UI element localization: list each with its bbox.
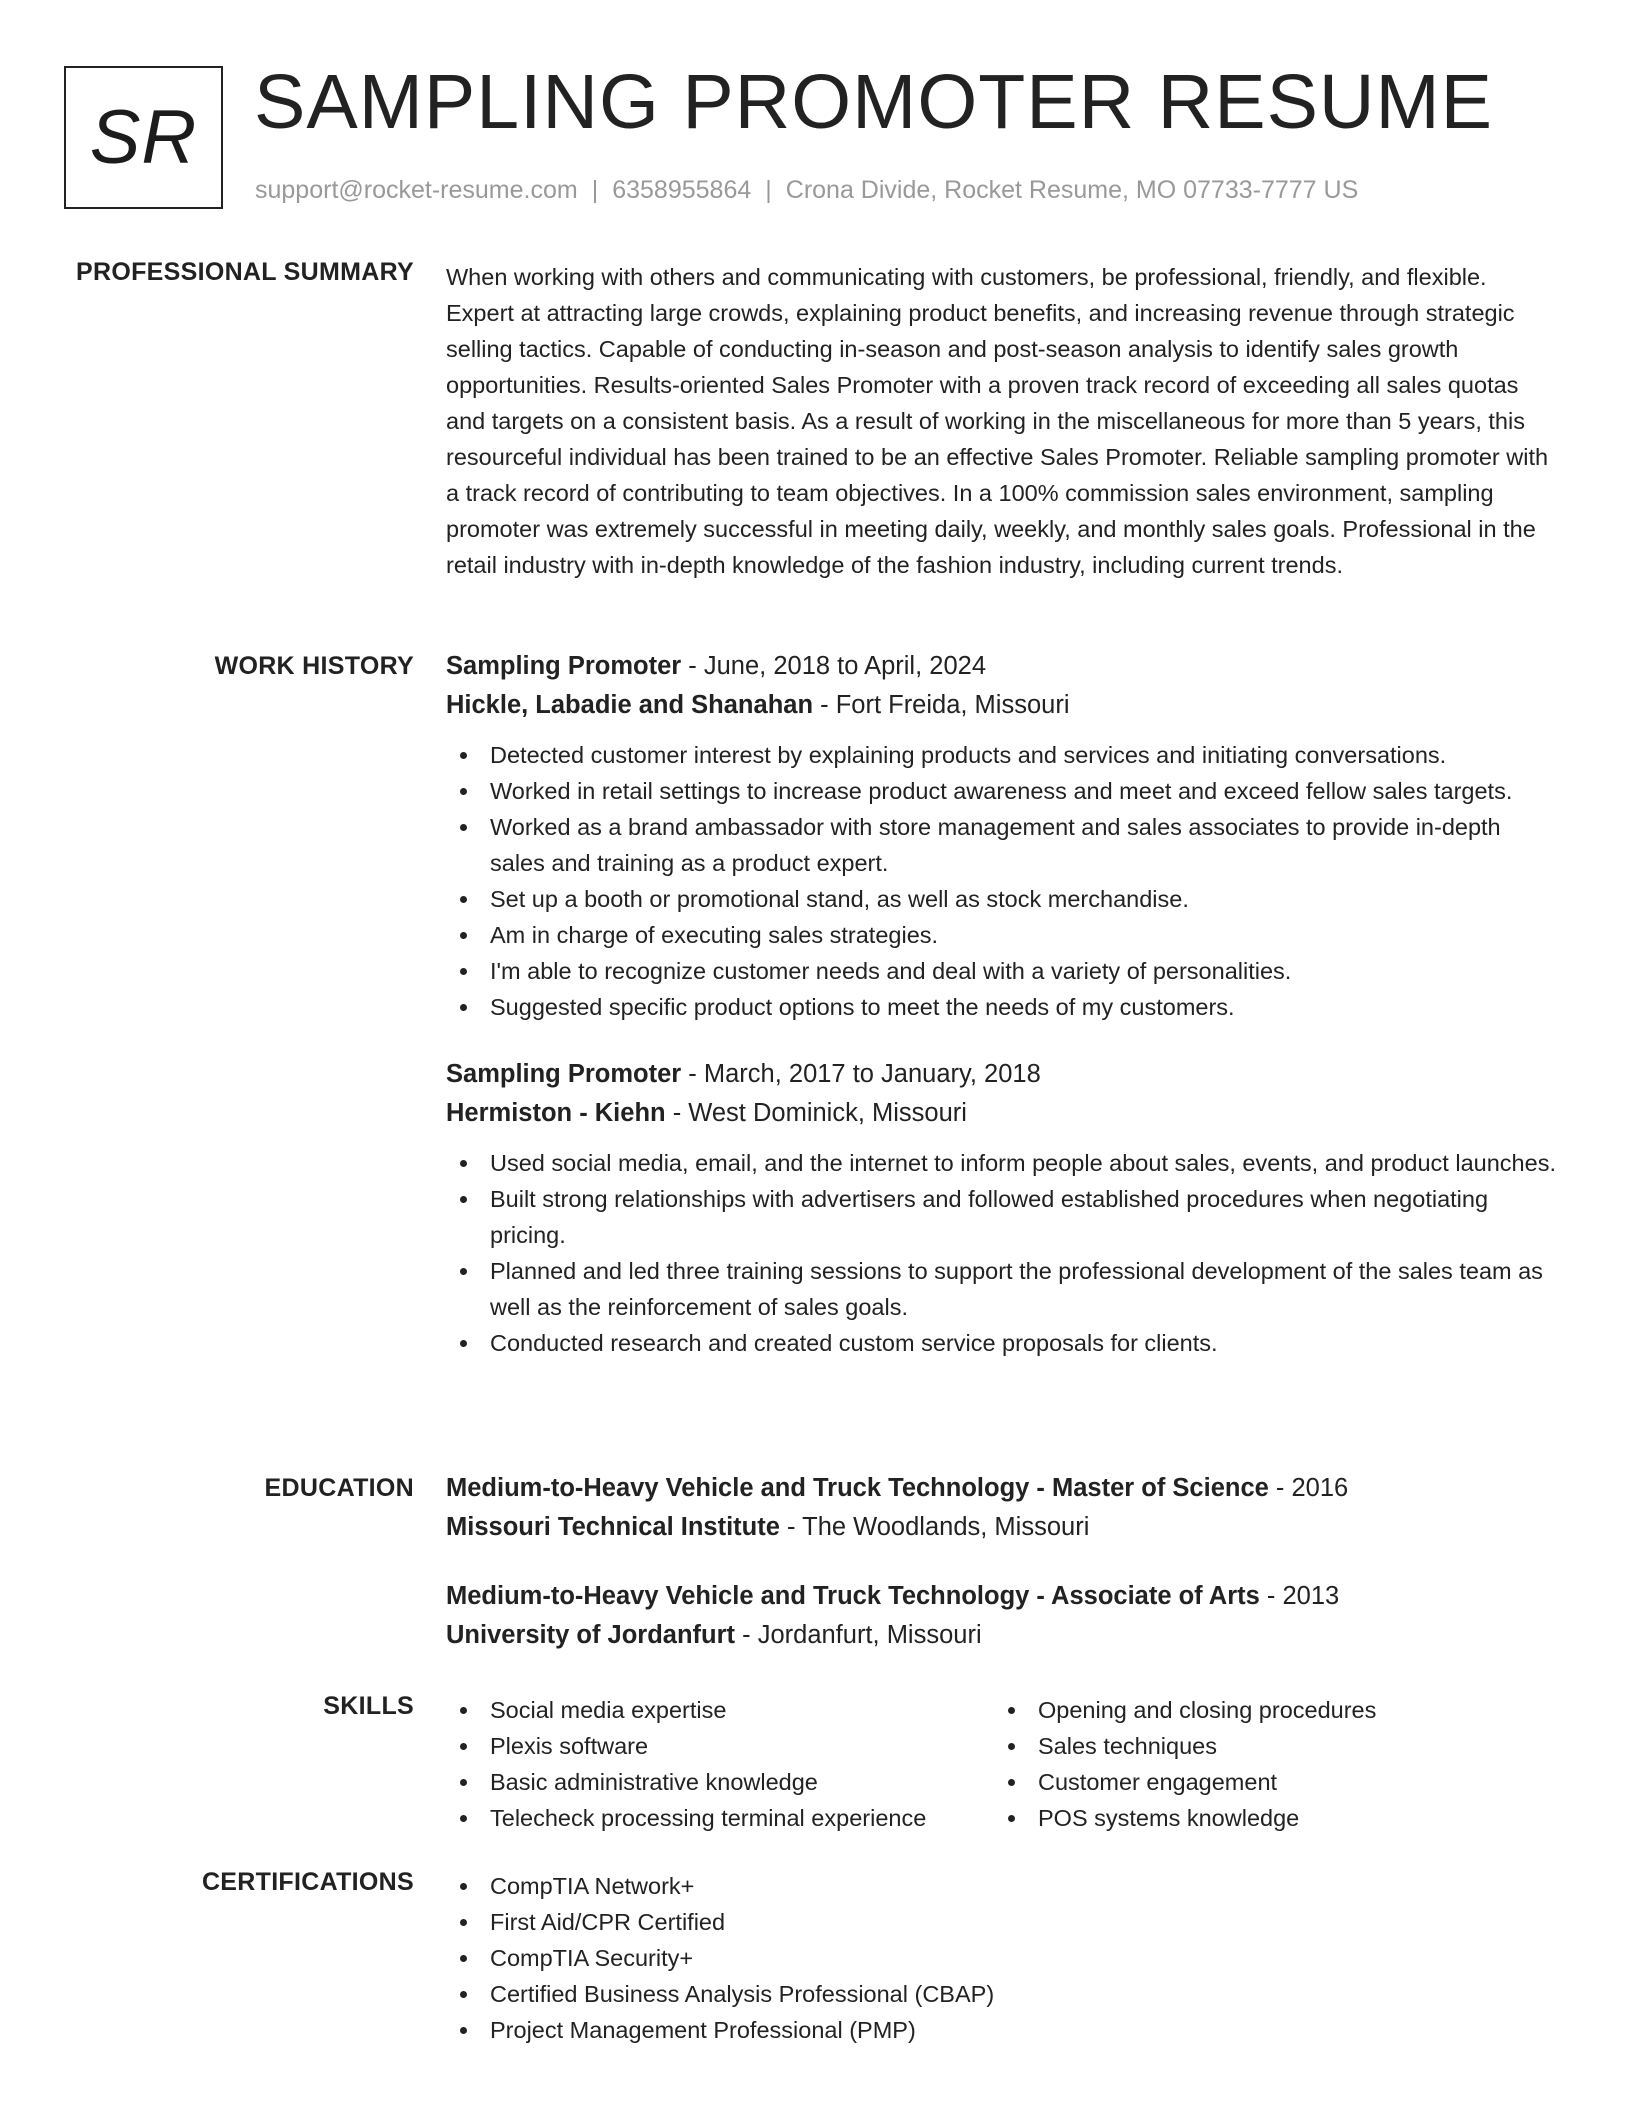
job-entry [446,1055,1556,1361]
work-history-body [446,647,1556,1391]
degree-year: - 2016 [1268,1474,1349,1502]
contact-address: Crona Divide, Rocket Resume, MO 07733-7777 US [785,176,1359,204]
section-heading-certifications: CERTIFICATIONS [201,1868,414,1896]
education-entry [446,1469,1556,1547]
skill-item: Telecheck processing terminal experience [446,1800,994,1836]
skill-item: Customer engagement [994,1764,1542,1800]
degree: Medium-to-Heavy Vehicle and Truck Technology - Associate of Arts [446,1582,1260,1610]
job-bullet: Planned and led three training sessions to support the professional development of the sales team as well as the reinforcement of sales goals. [446,1253,1556,1325]
skills-list [446,1692,994,1836]
job-bullet: Am in charge of executing sales strategies. [446,917,1556,953]
degree-line [446,1577,1556,1616]
job-location: - West Dominick, Missouri [665,1099,967,1127]
job-bullet: Suggested specific product options to meet the needs of my customers. [446,989,1556,1025]
section-heading-summary: PROFESSIONAL SUMMARY [76,258,414,286]
monogram-badge: SR [64,66,223,209]
contact-separator: | [765,176,772,204]
job-bullets [446,1145,1556,1361]
degree-line [446,1469,1556,1508]
school-location: - The Woodlands, Missouri [779,1513,1090,1541]
skills-body [446,1692,1556,1836]
section-heading-skills: SKILLS [323,1692,414,1720]
skill-item: Plexis software [446,1728,994,1764]
job-bullet: I'm able to recognize customer needs and deal with a variety of personalities. [446,953,1556,989]
resume-title: SAMPLING PROMOTER RESUME [254,59,1494,145]
job-dates: - March, 2017 to January, 2018 [681,1060,1041,1088]
school-location: - Jordanfurt, Missouri [735,1621,982,1649]
school-line [446,1616,1556,1655]
job-company: Hermiston - Kiehn [446,1099,666,1127]
certification-item: CompTIA Network+ [446,1868,1556,1904]
skill-item: Social media expertise [446,1692,994,1728]
job-company-line [446,1094,1556,1133]
certifications-list [446,1868,1556,2048]
contact-separator: | [591,176,599,204]
section-heading-education: EDUCATION [264,1474,414,1502]
job-bullets [446,737,1556,1025]
job-bullet: Worked as a brand ambassador with store management and sales associates to provide in-depth sales and training as a product expert. [446,809,1556,881]
job-title-line [446,647,1556,686]
job-bullet: Detected customer interest by explaining products and services and initiating conversations. [446,737,1556,773]
job-bullet: Used social media, email, and the internet to inform people about sales, events, and product launches. [446,1145,1556,1181]
skill-item: Opening and closing procedures [994,1692,1542,1728]
skills-column-right [994,1692,1542,1836]
skill-item: POS systems knowledge [994,1800,1542,1836]
contact-phone[interactable]: 6358955864 [612,176,752,204]
job-company-line [446,686,1556,725]
skill-item: Sales techniques [994,1728,1542,1764]
contact-email[interactable]: support@rocket-resume.com [255,176,578,204]
job-bullet: Set up a booth or promotional stand, as well as stock merchandise. [446,881,1556,917]
contact-line [255,176,1358,205]
certification-item: Project Management Professional (PMP) [446,2012,1556,2048]
certification-item: CompTIA Security+ [446,1940,1556,1976]
job-entry [446,647,1556,1025]
skills-list [994,1692,1542,1836]
job-bullet: Conducted research and created custom service proposals for clients. [446,1325,1556,1361]
certifications-body [446,1868,1556,2048]
school: University of Jordanfurt [446,1621,736,1649]
job-dates: - June, 2018 to April, 2024 [681,652,986,680]
degree: Medium-to-Heavy Vehicle and Truck Technology - Master of Science [446,1474,1269,1502]
summary-text: When working with others and communicating with customers, be professional, friendly, and flexible. Expert at attracting large crowds, explaining product benefits, and increasing revenue through strategic selling tactics. Capable of conducting in-season and post-season analysis to identify sales growth opportunities. Results-oriented Sales Promoter with a proven track record of exceeding all sales quotas and targets on a consistent basis. As a result of working in the miscellaneous for more than 5 years, this resourceful individual has been trained to be an effective Sales Promoter. Reliable sampling promoter with a track record of contributing to team objectives. In a 100% commission sales environment, sampling promoter was extremely successful in meeting daily, weekly, and monthly sales goals. Professional in the retail industry with in-depth knowledge of the fashion industry, including current trends. [446,264,1549,578]
school: Missouri Technical Institute [446,1513,780,1541]
job-bullet: Worked in retail settings to increase product awareness and meet and exceed fellow sales targets. [446,773,1556,809]
education-body [446,1469,1556,1685]
skills-column-left [446,1692,994,1836]
job-location: - Fort Freida, Missouri [813,691,1070,719]
job-bullet: Built strong relationships with advertisers and followed established procedures when negotiating pricing. [446,1181,1556,1253]
section-heading-work-history: WORK HISTORY [214,652,414,680]
skill-item: Basic administrative knowledge [446,1764,994,1800]
certification-item: First Aid/CPR Certified [446,1904,1556,1940]
job-title-line [446,1055,1556,1094]
job-title: Sampling Promoter [446,652,682,680]
school-line [446,1508,1556,1547]
degree-year: - 2013 [1259,1582,1340,1610]
job-title: Sampling Promoter [446,1060,682,1088]
certification-item: Certified Business Analysis Professional (CBAP) [446,1976,1556,2012]
job-company: Hickle, Labadie and Shanahan [446,691,814,719]
education-entry [446,1577,1556,1655]
